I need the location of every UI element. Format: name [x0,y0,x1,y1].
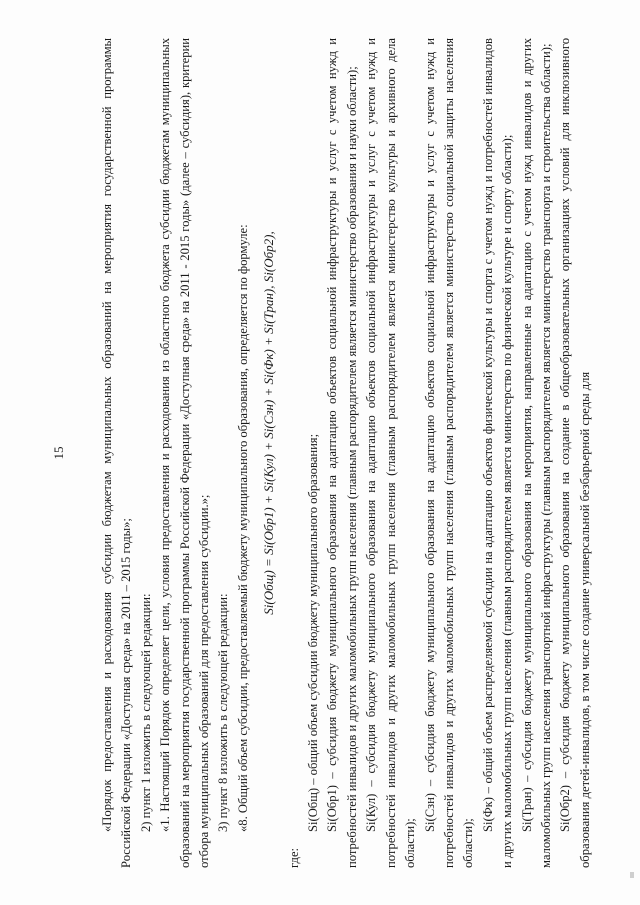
formula: Si(Общ) = Si(Обр1) + Si(Кул) + Si(Сзн) + Si(Фк) + Si(Тран), Si(Обр2), [261,231,277,615]
document-body [98,38,595,868]
paragraph-item-2: 2) пункт 1 изложить в следующей редакции: [138,593,153,832]
definition-obr1: Si(Обр1) – субсидия бюджету муниципального образования на адаптацию объектов социальной инфраструктуры и услуг с учетом нужд и потребностей инвалидов и других маломобильных групп населения (главным распорядителем является министерство образования и науки области); [325,38,359,868]
definition-tran: Si(Тран) – субсидия бюджету муниципального образования на мероприятия, направленные на адаптацию с учетом нужд инвалидов и других маломобильных групп населения транспортной инфраструктуры (главным распорядителем является министерство транспорта и строительства области); [519,38,553,868]
definition-obsh: Si(Общ) – общий объем субсидии бюджету муниципального образования; [306,433,321,832]
paragraph-item-3: 3) пункт 8 изложить в следующей редакции: [216,593,231,832]
rotated-page-content [52,38,592,868]
page-number: 15 [51,446,66,460]
definition-kul: Si(Кул) – субсидия бюджету муниципального образования на адаптацию объектов социальной инфраструктуры и услуг с учетом нужд и потребностей инвалидов и других маломобильных групп населения (главным распорядителем является министерство культуры и архивного дела области); [364,38,418,868]
definition-fk: Si(Фк) – общий объем распределяемой субсидии на адаптацию объектов физической культуры и спорта с учетом нужд и потребностей инвалидов и других маломобильных групп населения (главным распорядителем является министерство по физической культуре и спорту области); [480,38,515,868]
scan-edge-mark [630,872,634,878]
paragraph-point-8: «8. Общий объем субсидии, предоставляемый бюджету муниципального образования, определяется по формуле: [235,224,250,832]
paragraph-title: «Порядок предоставления и расходования субсидии бюджетам муниципальных образований на мероприятия государственной программы Российской Федерации «Доступная среда» на 2011 – 2015 годы»; [100,38,134,868]
definition-szn: Si(Сзн) – субсидия бюджету муниципального образования на адаптацию объектов социальной инфраструктуры и услуг с учетом нужд и потребностей инвалидов и других маломобильных групп населения (главным распорядителем является министерство социальной защиты населения области); [422,38,476,868]
where-label: где: [286,847,301,868]
paragraph-point-1: «1. Настоящий Порядок определяет цели, условия предоставления и расходования из областного бюджета субсидии бюджетам муниципальных образований на мероприятия государственной программы Российской Федерации «Доступная среда» на 2011 - 2015 годы» (далее – субсидия), критерии отбора муниципальных образований для предоставления субсидии.»; [158,38,212,868]
definition-obr2: Si(Обр2) – субсидия бюджету муниципального образования на создание в общеобразовательных организациях условий для инклюзивного образования детей-инвалидов, в том числе создание универсальной безбарьерной среды для [558,38,592,868]
